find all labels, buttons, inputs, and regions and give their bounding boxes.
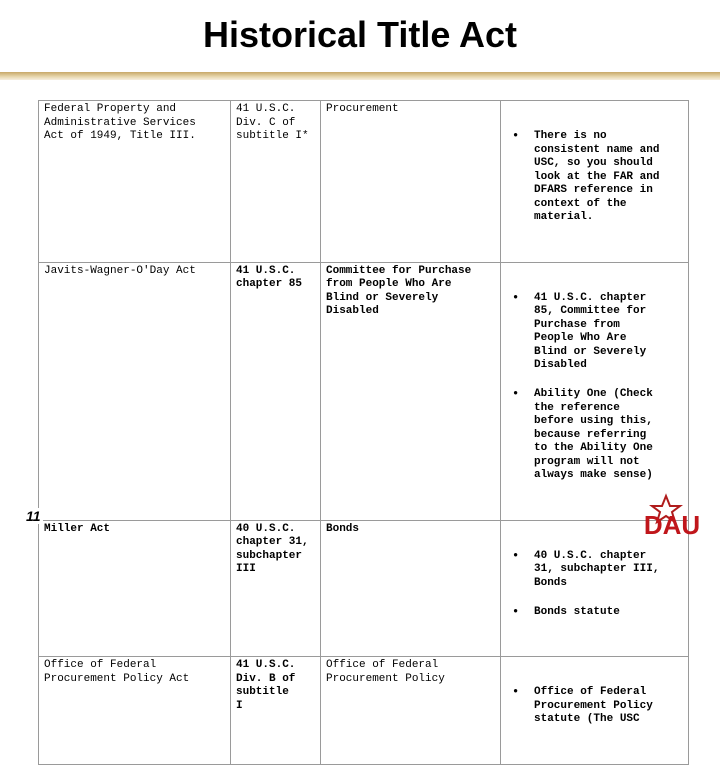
act-name-cell: Office of Federal Procurement Policy Act [39, 657, 231, 765]
act-name-cell: Javits-Wagner-O'Day Act [39, 262, 231, 520]
subject-cell: Bonds [321, 520, 501, 657]
citation-cell: 41 U.S.C. chapter 85 [231, 262, 321, 520]
citation-cell: 41 U.S.C. Div. C of subtitle I* [231, 101, 321, 263]
logo-text: DAU [643, 510, 701, 540]
note-item: • 41 U.S.C. chapter 85, Committee for Purchase from People Who Are Blind or Severely Disabled [534, 292, 683, 373]
acts-table-container [38, 100, 688, 725]
act-name-cell: Federal Property and Administrative Services Act of 1949, Title III. [39, 101, 231, 263]
notes-cell [501, 262, 689, 520]
notes-cell [501, 520, 689, 657]
note-item: • Office of Federal Procurement Policy statute (The USC [534, 686, 683, 727]
title-divider [0, 72, 720, 80]
citation-cell: 40 U.S.C. chapter 31, subchapter III [231, 520, 321, 657]
citation-cell: 41 U.S.C. Div. B of subtitle I [231, 657, 321, 765]
notes-cell [501, 657, 689, 765]
act-name-cell: Miller Act [39, 520, 231, 657]
subject-cell: Office of Federal Procurement Policy [321, 657, 501, 765]
note-item: • Ability One (Check the reference before using this, because referring to the Ability One program will not always make sense) [534, 388, 683, 483]
note-item: • Bonds statute [534, 606, 683, 620]
note-item: • There is no consistent name and USC, so you should look at the FAR and DFARS reference in context of the material. [534, 130, 683, 225]
subject-cell: Committee for Purchase from People Who Are Blind or Severely Disabled [321, 262, 501, 520]
acts-table [38, 100, 689, 765]
note-item: • 40 U.S.C. chapter 31, subchapter III, Bonds [534, 550, 683, 591]
table-row [39, 262, 689, 520]
dau-logo [636, 494, 708, 540]
page-number: 11 [26, 508, 41, 524]
table-row [39, 657, 689, 765]
table-row [39, 520, 689, 657]
subject-cell: Procurement [321, 101, 501, 263]
slide-title: Historical Title Act [202, 14, 518, 55]
notes-cell [501, 101, 689, 263]
table-row [39, 101, 689, 263]
